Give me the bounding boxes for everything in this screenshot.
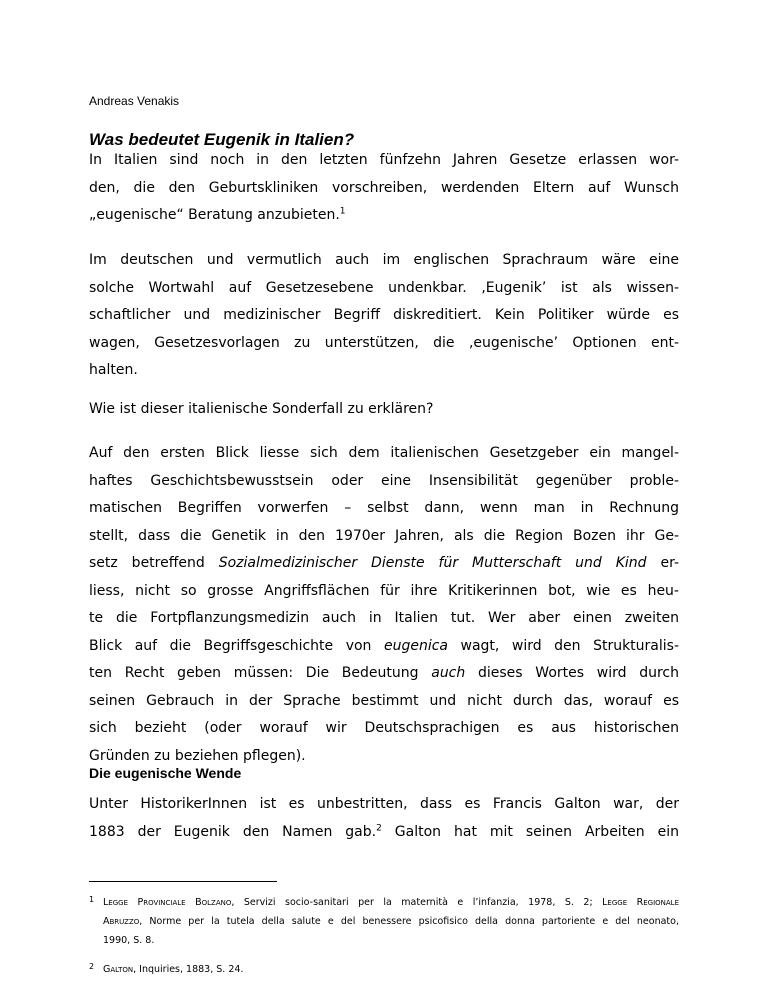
paragraph-3 <box>89 396 679 424</box>
text-line: Auf den ersten Blick liesse sich dem italienischen Gesetzgeber ein mangel- <box>89 445 679 461</box>
footnote-line <box>103 893 679 912</box>
text-segment: , Servizi socio-sanitari per la maternità e l’infanzia, 1978, S. 2; <box>231 897 603 908</box>
footnote-2 <box>89 960 679 979</box>
footnote-line <box>103 960 679 979</box>
text-line: te die Fortpflanzungsmedizin auch in Italien tut. Wer aber einen zweiten <box>89 610 679 626</box>
text-line: den, die den Geburtskliniken vorschreiben, werdenden Eltern auf Wunsch <box>89 179 679 196</box>
footnote-ref-2[interactable]: 2 <box>376 822 382 833</box>
italic-segment: Sozialmedizinischer Dienste für Mutterschaft und Kind <box>218 555 647 571</box>
footnote-separator <box>89 881 277 882</box>
text-line: Gründen zu beziehen pflegen). <box>89 747 306 764</box>
section-heading: Die eugenische Wende <box>89 765 242 781</box>
author-name: Andreas Venakis <box>89 94 180 108</box>
paragraph-4 <box>89 440 679 770</box>
text-line <box>89 819 679 847</box>
text-line <box>89 660 679 688</box>
source-name: Galton <box>103 964 134 975</box>
text-segment: Galton hat mit seinen Arbeiten ein <box>381 823 680 840</box>
text-line: Im deutschen und vermutlich auch im englischen Sprachraum wäre eine <box>89 252 679 268</box>
text-line: solche Wortwahl auf Gesetzesebene undenkbar. ‚Eugenik’ ist als wissen- <box>89 279 679 296</box>
document-title: Was bedeutet Eugenik in Italien? <box>89 130 355 149</box>
italic-segment: auch <box>431 665 466 681</box>
footnote-line: 1990, S. 8. <box>103 935 155 946</box>
text-segment: er- <box>646 555 679 571</box>
text-line <box>89 633 679 661</box>
text-line <box>89 550 679 578</box>
text-line: sich bezieht (oder worauf wir Deutschsprachigen es aus historischen <box>89 720 679 736</box>
footnote-1 <box>89 893 679 950</box>
footnote-line <box>103 912 679 931</box>
footnote-body <box>103 893 679 950</box>
text-segment: 1883 der Eugenik den Namen gab. <box>89 823 377 840</box>
text-line: In Italien sind noch in den letzten fünfzehn Jahren Gesetze erlassen wor- <box>89 152 679 168</box>
paragraph-1 <box>89 147 679 230</box>
text-line: seinen Gebrauch in der Sprache bestimmt und nicht durch das, worauf es <box>89 692 679 709</box>
text-segment: „eugenische“ Beratung anzubieten. <box>89 207 340 223</box>
text-segment: Blick auf die Begriffsgeschichte von <box>89 637 384 654</box>
text-segment: , Inquiries, 1883, S. 24. <box>133 964 244 975</box>
footnote-body <box>103 960 679 979</box>
footnote-number: 1 <box>89 895 95 904</box>
text-line: stellt, dass die Genetik in den 1970er Jahren, als die Region Bozen ihr Ge- <box>89 527 679 544</box>
text-segment: wagt, wird den Strukturalis- <box>447 637 679 654</box>
text-line: Wie ist dieser italienische Sonderfall zu erklären? <box>89 401 434 417</box>
paragraph-5 <box>89 791 679 846</box>
text-line: Unter HistorikerInnen ist es unbestritten, dass es Francis Galton war, der <box>89 796 679 812</box>
footnote-ref-1[interactable]: 1 <box>339 206 346 217</box>
text-line: haftes Geschichtsbewusstsein oder eine Insensibilität gegenüber proble- <box>89 472 679 489</box>
text-segment: dieses Wortes wird durch <box>465 665 679 681</box>
footnote-number: 2 <box>89 962 95 971</box>
text-line: matischen Begriffen vorwerfen – selbst dann, wenn man in Rechnung <box>89 500 679 516</box>
text-line <box>89 202 679 230</box>
text-segment: , Norme per la tutela della salute e del benessere psicofisico della donna partoriente e del neonato, <box>139 916 679 927</box>
text-segment: setz betreffend <box>89 555 219 571</box>
text-line: halten. <box>89 362 138 378</box>
text-line: schaftlicher und medizinischer Begriff diskreditiert. Kein Politiker würde es <box>89 307 679 323</box>
source-name: Legge Regionale <box>602 897 679 908</box>
source-name: Legge Provinciale Bolzano <box>103 897 232 908</box>
text-line: wagen, Gesetzesvorlagen zu unterstützen, die ‚eugenische’ Optionen ent- <box>89 334 679 351</box>
text-line: liess, nicht so grosse Angriffsflächen für ihre Kritikerinnen bot, wie es heu- <box>89 582 679 599</box>
paragraph-2 <box>89 247 679 385</box>
text-segment: ten Recht geben müssen: Die Bedeutung <box>89 665 432 681</box>
source-name: Abruzzo <box>103 916 140 927</box>
italic-segment: eugenica <box>383 637 448 654</box>
